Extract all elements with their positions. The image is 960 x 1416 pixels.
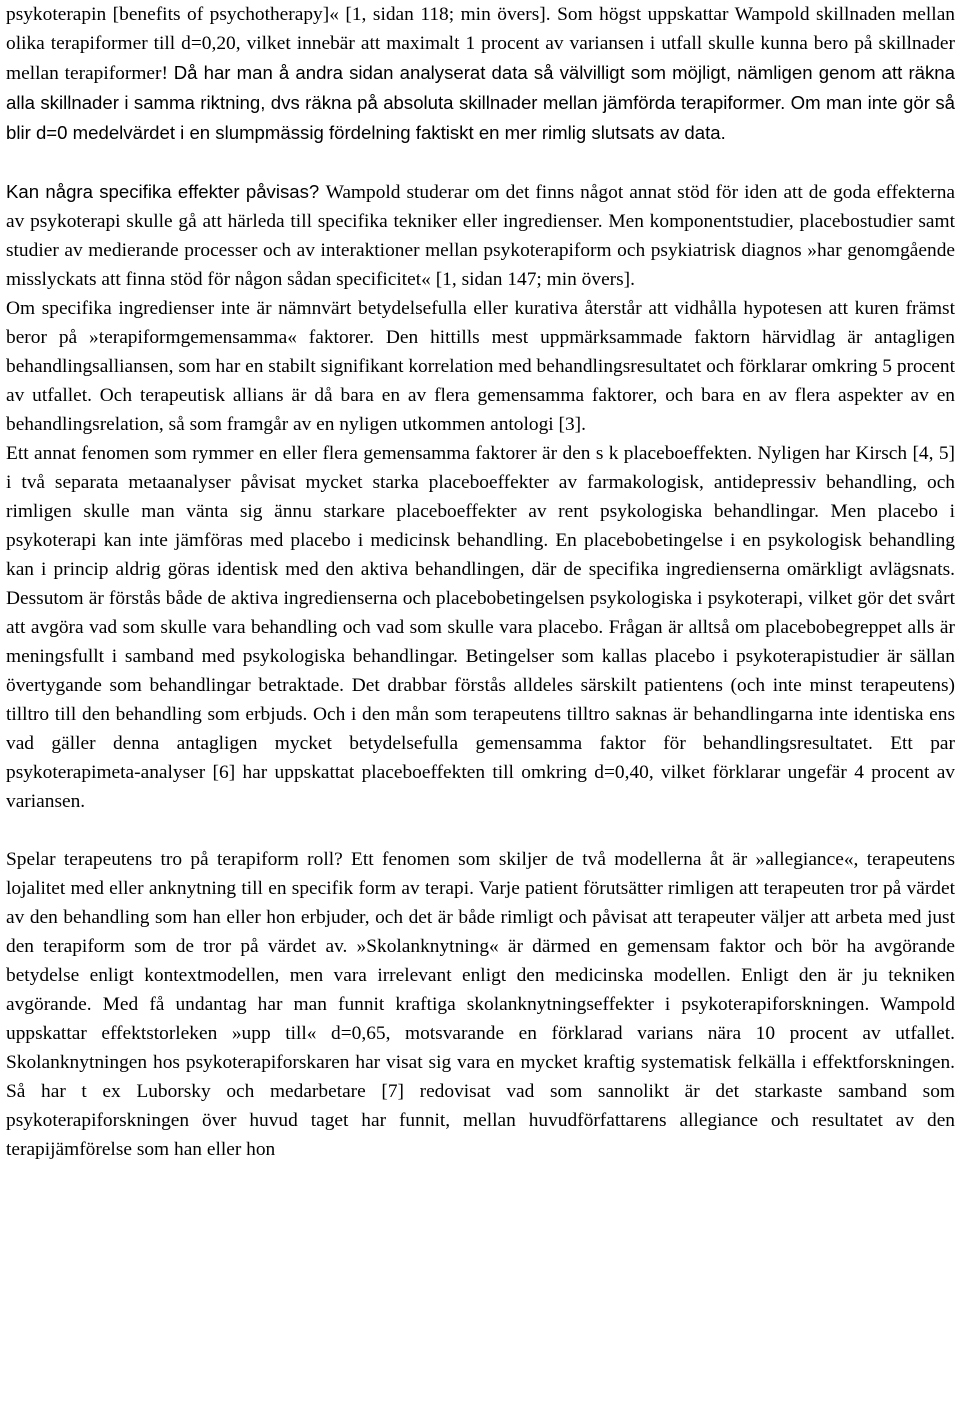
paragraph-4-text: Ett annat fenomen som rymmer en eller flera gemensamma faktorer är den s k placeboeffekten. Nyligen har Kirsch [4, 5] i två separata metaanalyser påvisat mycket starka placeboeffekter av farmakologisk, antidepressiv behandling, och rimligen skulle man vänta sig ännu starkare placeboeffekter av rent psykologiska behandlingar. Men placebo i psykoterapi kan inte jämföras med placebo i medicinsk behandling. En placebobetingelse i en psykologisk behandling kan i princip aldrig göras identisk med den aktiva behandlingen, där de specifika ingredienserna omärkligt avlägsnats. Dessutom är förstås både de aktiva ingredienserna och placebobetingelsen psykologiska i psykoterapi, vilket gör det svårt att avgöra vad som skulle vara behandling och vad som skulle vara placebo. Frågan är alltså om placebobegreppet alls är meningsfullt i samband med psykologiska behandlingar. Betingelser som kallas placebo i psykoterapistudier är sällan övertygande som behandlingar betraktade. Det drabbar förstås alldeles särskilt patientens (och inte minst terapeutens) tilltro till den behandling som erbjuds. Och i den mån som terapeutens tilltro saknas är behandlingarna inte identiska ens vad gäller denna antagligen mycket betydelsefulla gemensamma faktor för behandlingsresultatet. Ett par psykoterapimeta-analyser [6] har uppskattat placeboeffekten till omkring d=0,40, vilket förklarar ungefär 4 procent av variansen.: [6, 443, 955, 812]
section-heading-specific-effects: Kan några specifika effekter påvisas?: [6, 181, 326, 202]
paragraph-4: [6, 439, 955, 816]
paragraph-5-text: Spelar terapeutens tro på terapiform roll? Ett fenomen som skiljer de två modellerna åt är »allegiance«, terapeutens lojalitet med eller anknytning till en specifik form av terapi. Varje patient förutsätter rimligen att terapeuten tror på värdet av den behandling som han eller hon erbjuder, och det är både rimligt och påvisat att terapeuter väljer att arbeta med just den terapiform som de tror på värdet av. »Skolanknytning« är därmed en gemensam faktor och bör ha avgörande betydelse enligt kontextmodellen, men vara irrelevant enligt den medicinska modellen. Enligt den är ju tekniken avgörande. Med få undantag har man funnit kraftiga skolanknytningseffekter i psykoterapiforskningen. Wampold uppskattar effektstorleken »upp till« d=0,65, motsvarande en förklarad varians nära 10 procent av utfallet. Skolanknytningen hos psykoterapiforskaren har visat sig vara en mycket kraftig systematisk felkälla i effektforskningen. Så har t ex Luborsky och medarbetare [7] redovisat vad som sannolikt är det starkaste samband som psykoterapiforskningen över huvud taget har funnit, mellan huvudförfattarens allegiance och resultatet av den terapijämförelse som han eller hon: [6, 849, 955, 1160]
paragraph-1-text-b: Då har man å andra sidan analyserat data så välvilligt som möjligt, nämligen genom att räkna alla skillnader i samma riktning, dvs räkna på absoluta skillnader mellan jämförda terapiformer. Om man inte gör så blir d=0 medelvärdet i en slumpmässig fördelning faktiskt en mer rimlig slutsats av data.: [6, 62, 955, 143]
document-page: [6, 0, 955, 1164]
paragraph-3: [6, 294, 955, 439]
paragraph-gap: [6, 148, 955, 177]
paragraph-1-text-a: psykoterapin [benefits of psychotherapy]« [1, sidan 118; min övers]. Som högst uppskattar Wampold skillnaden mellan olika terapiformer till d=0,20, vilket innebär att maximalt 1 procent av variansen i utfall skulle kunna bero på skillnader mellan terapiformer!: [6, 4, 955, 84]
paragraph-5: [6, 845, 955, 1164]
paragraph-2: [6, 177, 955, 294]
paragraph-3-text: Om specifika ingredienser inte är nämnvärt betydelsefulla eller kurativa återstår att vidhålla hypotesen att kuren främst beror på »terapiformgemensamma« faktorer. Den hittills mest uppmärksammade faktorn härvidlag är antagligen behandlingsalliansen, som har en stabilt signifikant korrelation med behandlingsresultatet och förklarar omkring 5 procent av utfallet. Och terapeutisk allians är då bara en av flera gemensamma faktorer, och bara en av flera aspekter av en behandlingsrelation, så som framgår av en nyligen utkommen antologi [3].: [6, 298, 955, 435]
paragraph-1: [6, 0, 955, 148]
paragraph-2-text: Wampold studerar om det finns något annat stöd för iden att de goda effekterna av psykoterapi skulle gå att härleda till specifika tekniker eller ingredienser. Men komponentstudier, placebostudier samt studier av medierande processer och av interaktioner mellan psykoterapiform och psykiatrisk diagnos »har genomgående misslyckats att finna stöd för någon sådan specificitet« [1, sidan 147; min övers].: [6, 182, 956, 290]
paragraph-gap: [6, 816, 955, 845]
